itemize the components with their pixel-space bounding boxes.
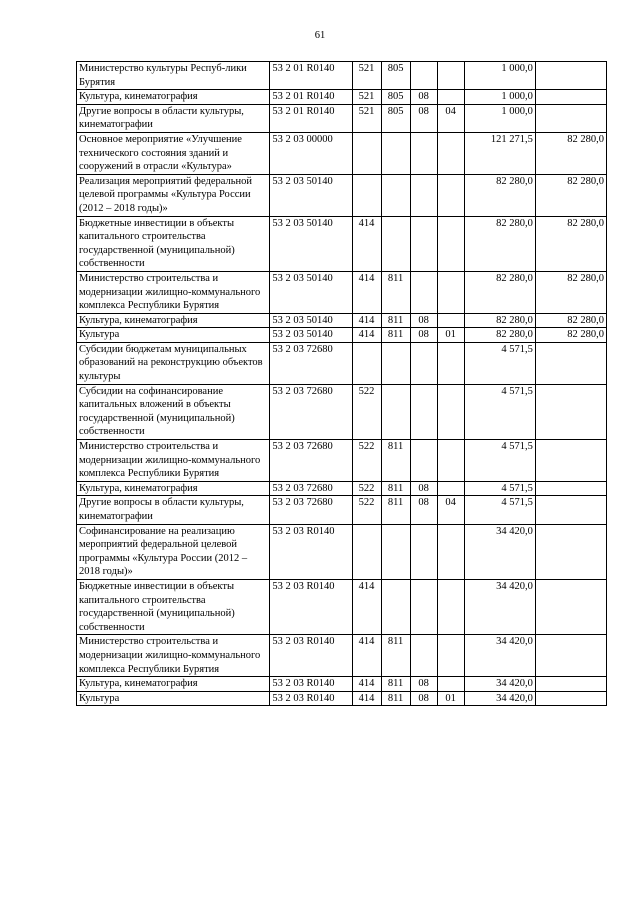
row-expense-type-cell: 414 [352, 677, 381, 692]
row-administrator-cell: 811 [381, 440, 410, 482]
table-row [77, 677, 607, 692]
row-code-cell: 53 2 01 R0140 [270, 62, 352, 90]
row-code-cell: 53 2 03 72680 [270, 481, 352, 496]
row-name-cell: Культура, кинематография [77, 481, 270, 496]
row-subsection-cell [437, 384, 464, 439]
row-name-cell: Культура, кинематография [77, 313, 270, 328]
row-subsection-cell [437, 62, 464, 90]
row-subsection-cell: 01 [437, 691, 464, 706]
table-row [77, 216, 607, 271]
row-name-cell: Бюджетные инвестиции в объекты капитального строительства государственной (муниципальной) собственности [77, 216, 270, 271]
row-expense-type-cell: 522 [352, 440, 381, 482]
row-federal-amount-cell: 82 280,0 [535, 271, 606, 313]
row-amount-cell: 82 280,0 [464, 271, 535, 313]
row-expense-type-cell [352, 132, 381, 174]
row-section-cell: 08 [410, 90, 437, 105]
row-federal-amount-cell [535, 440, 606, 482]
row-section-cell: 08 [410, 313, 437, 328]
row-administrator-cell: 811 [381, 691, 410, 706]
row-section-cell [410, 132, 437, 174]
table-row [77, 271, 607, 313]
row-section-cell [410, 440, 437, 482]
row-name-cell: Министерство строительства и модернизации жилищно-коммунального комплекса Республики Бурятия [77, 271, 270, 313]
row-subsection-cell [437, 132, 464, 174]
table-row [77, 342, 607, 384]
row-subsection-cell: 04 [437, 104, 464, 132]
row-expense-type-cell: 414 [352, 328, 381, 343]
row-section-cell [410, 271, 437, 313]
row-name-cell: Министерство строительства и модернизации жилищно-коммунального комплекса Республики Бурятия [77, 440, 270, 482]
row-federal-amount-cell [535, 481, 606, 496]
row-section-cell [410, 216, 437, 271]
row-amount-cell: 34 420,0 [464, 524, 535, 579]
page-number: 61 [314, 30, 326, 41]
row-expense-type-cell [352, 174, 381, 216]
row-section-cell: 08 [410, 496, 437, 524]
table-row [77, 104, 607, 132]
row-subsection-cell [437, 524, 464, 579]
table-row [77, 496, 607, 524]
row-federal-amount-cell: 82 280,0 [535, 313, 606, 328]
row-code-cell: 53 2 03 R0140 [270, 635, 352, 677]
row-section-cell: 08 [410, 328, 437, 343]
table-row [77, 691, 607, 706]
row-federal-amount-cell: 82 280,0 [535, 216, 606, 271]
row-name-cell: Субсидии на софинансирование капитальных вложений в объекты государственной (муниципальной) собственности [77, 384, 270, 439]
row-administrator-cell [381, 342, 410, 384]
row-administrator-cell: 811 [381, 271, 410, 313]
row-code-cell: 53 2 03 72680 [270, 440, 352, 482]
row-section-cell: 08 [410, 691, 437, 706]
row-amount-cell: 82 280,0 [464, 328, 535, 343]
row-name-cell: Министерство культуры Респуб-лики Бурятия [77, 62, 270, 90]
row-subsection-cell [437, 174, 464, 216]
row-federal-amount-cell [535, 90, 606, 105]
row-federal-amount-cell [535, 677, 606, 692]
row-code-cell: 53 2 01 R0140 [270, 104, 352, 132]
row-expense-type-cell: 414 [352, 216, 381, 271]
row-section-cell: 08 [410, 104, 437, 132]
row-administrator-cell [381, 579, 410, 634]
row-expense-type-cell: 414 [352, 271, 381, 313]
row-subsection-cell [437, 90, 464, 105]
row-name-cell: Министерство строительства и модернизации жилищно-коммунального комплекса Республики Бурятия [77, 635, 270, 677]
row-code-cell: 53 2 03 R0140 [270, 677, 352, 692]
row-federal-amount-cell [535, 524, 606, 579]
row-section-cell: 08 [410, 481, 437, 496]
row-amount-cell: 4 571,5 [464, 481, 535, 496]
row-administrator-cell [381, 524, 410, 579]
row-code-cell: 53 2 03 72680 [270, 342, 352, 384]
row-code-cell: 53 2 03 R0140 [270, 691, 352, 706]
row-amount-cell: 34 420,0 [464, 691, 535, 706]
row-administrator-cell: 811 [381, 481, 410, 496]
row-section-cell [410, 62, 437, 90]
row-expense-type-cell: 414 [352, 635, 381, 677]
row-section-cell: 08 [410, 677, 437, 692]
row-administrator-cell [381, 174, 410, 216]
row-subsection-cell: 01 [437, 328, 464, 343]
row-subsection-cell [437, 579, 464, 634]
row-subsection-cell [437, 216, 464, 271]
row-federal-amount-cell [535, 384, 606, 439]
table-row [77, 62, 607, 90]
row-expense-type-cell: 521 [352, 104, 381, 132]
row-federal-amount-cell [535, 579, 606, 634]
row-amount-cell: 82 280,0 [464, 174, 535, 216]
row-federal-amount-cell: 82 280,0 [535, 132, 606, 174]
row-amount-cell: 4 571,5 [464, 496, 535, 524]
table-row [77, 481, 607, 496]
row-code-cell: 53 2 03 50140 [270, 328, 352, 343]
row-expense-type-cell: 522 [352, 496, 381, 524]
row-amount-cell: 34 420,0 [464, 635, 535, 677]
row-federal-amount-cell [535, 104, 606, 132]
row-amount-cell: 4 571,5 [464, 384, 535, 439]
row-code-cell: 53 2 03 R0140 [270, 579, 352, 634]
row-name-cell: Культура [77, 328, 270, 343]
row-subsection-cell [437, 313, 464, 328]
row-expense-type-cell: 414 [352, 579, 381, 634]
row-section-cell [410, 524, 437, 579]
table-row [77, 384, 607, 439]
row-federal-amount-cell: 82 280,0 [535, 328, 606, 343]
row-code-cell: 53 2 03 00000 [270, 132, 352, 174]
row-administrator-cell: 811 [381, 496, 410, 524]
row-code-cell: 53 2 03 50140 [270, 174, 352, 216]
row-amount-cell: 34 420,0 [464, 579, 535, 634]
row-amount-cell: 4 571,5 [464, 440, 535, 482]
row-subsection-cell [437, 481, 464, 496]
table-row [77, 174, 607, 216]
row-code-cell: 53 2 01 R0140 [270, 90, 352, 105]
row-code-cell: 53 2 03 50140 [270, 216, 352, 271]
row-amount-cell: 4 571,5 [464, 342, 535, 384]
row-name-cell: Бюджетные инвестиции в объекты капитального строительства государственной (муниципальной) собственности [77, 579, 270, 634]
row-name-cell: Культура, кинематография [77, 677, 270, 692]
row-expense-type-cell: 521 [352, 62, 381, 90]
row-administrator-cell [381, 216, 410, 271]
table-row [77, 440, 607, 482]
row-administrator-cell: 811 [381, 328, 410, 343]
row-amount-cell: 82 280,0 [464, 313, 535, 328]
table-row [77, 328, 607, 343]
row-federal-amount-cell [535, 62, 606, 90]
budget-table [76, 61, 607, 706]
table-row [77, 635, 607, 677]
row-name-cell: Реализация мероприятий федеральной целевой программы «Культура России (2012 – 2018 годы)» [77, 174, 270, 216]
row-administrator-cell [381, 132, 410, 174]
row-amount-cell: 121 271,5 [464, 132, 535, 174]
row-name-cell: Софинансирование на реализацию мероприятий федеральной целевой программы «Культура России (2012 – 2018 годы)» [77, 524, 270, 579]
row-expense-type-cell: 414 [352, 691, 381, 706]
row-federal-amount-cell [535, 691, 606, 706]
table-row [77, 579, 607, 634]
table-row [77, 524, 607, 579]
row-section-cell [410, 342, 437, 384]
row-administrator-cell: 805 [381, 104, 410, 132]
row-expense-type-cell [352, 342, 381, 384]
row-federal-amount-cell [535, 635, 606, 677]
row-amount-cell: 34 420,0 [464, 677, 535, 692]
row-federal-amount-cell: 82 280,0 [535, 174, 606, 216]
row-subsection-cell [437, 635, 464, 677]
row-section-cell [410, 635, 437, 677]
row-federal-amount-cell [535, 496, 606, 524]
row-federal-amount-cell [535, 342, 606, 384]
row-amount-cell: 1 000,0 [464, 104, 535, 132]
row-subsection-cell [437, 342, 464, 384]
row-name-cell: Другие вопросы в области культуры, кинематографии [77, 104, 270, 132]
row-subsection-cell [437, 677, 464, 692]
row-section-cell [410, 174, 437, 216]
row-name-cell: Основное мероприятие «Улучшение технического состояния зданий и сооружений в отрасли «Культура» [77, 132, 270, 174]
row-section-cell [410, 384, 437, 439]
row-name-cell: Другие вопросы в области культуры, кинематографии [77, 496, 270, 524]
row-name-cell: Культура [77, 691, 270, 706]
row-administrator-cell: 811 [381, 313, 410, 328]
table-row [77, 132, 607, 174]
row-expense-type-cell: 521 [352, 90, 381, 105]
row-amount-cell: 1 000,0 [464, 62, 535, 90]
row-code-cell: 53 2 03 72680 [270, 496, 352, 524]
row-code-cell: 53 2 03 R0140 [270, 524, 352, 579]
row-code-cell: 53 2 03 72680 [270, 384, 352, 439]
row-subsection-cell: 04 [437, 496, 464, 524]
row-name-cell: Культура, кинематография [77, 90, 270, 105]
row-code-cell: 53 2 03 50140 [270, 313, 352, 328]
row-expense-type-cell: 414 [352, 313, 381, 328]
row-section-cell [410, 579, 437, 634]
table-row [77, 313, 607, 328]
row-expense-type-cell: 522 [352, 481, 381, 496]
row-administrator-cell [381, 384, 410, 439]
budget-table-body [77, 62, 607, 706]
row-name-cell: Субсидии бюджетам муниципальных образований на реконструкцию объектов культуры [77, 342, 270, 384]
row-amount-cell: 82 280,0 [464, 216, 535, 271]
row-administrator-cell: 805 [381, 90, 410, 105]
row-subsection-cell [437, 440, 464, 482]
row-code-cell: 53 2 03 50140 [270, 271, 352, 313]
row-administrator-cell: 805 [381, 62, 410, 90]
row-subsection-cell [437, 271, 464, 313]
row-administrator-cell: 811 [381, 635, 410, 677]
row-expense-type-cell [352, 524, 381, 579]
row-administrator-cell: 811 [381, 677, 410, 692]
row-expense-type-cell: 522 [352, 384, 381, 439]
table-row [77, 90, 607, 105]
row-amount-cell: 1 000,0 [464, 90, 535, 105]
